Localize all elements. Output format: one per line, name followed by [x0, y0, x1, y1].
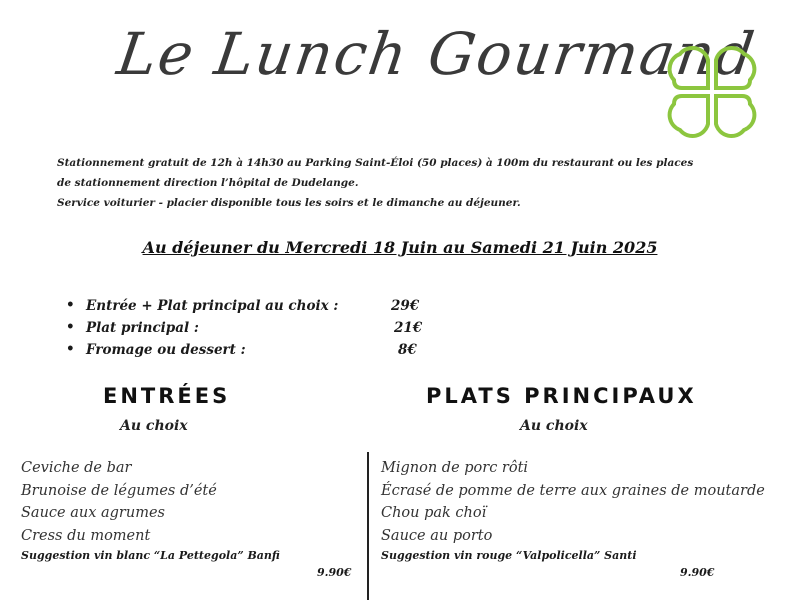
info-line: de stationnement direction l’hôpital de Dudelange. [57, 177, 359, 189]
parking-info [57, 153, 777, 213]
list-item: Chou pak choï [381, 505, 487, 521]
plats-list [381, 457, 765, 547]
entrees-wine-price: 9.90€ [317, 566, 352, 579]
bullet: • [66, 319, 75, 335]
list-item: Sauce au porto [381, 527, 493, 544]
plats-subtitle: Au choix [520, 418, 588, 434]
list-item: Ceviche de bar [21, 460, 132, 476]
entrees-list [21, 457, 217, 547]
info-line: Service voiturier - placier disponible tous les soirs et le dimanche au déjeuner. [57, 197, 521, 209]
price-value: 29€ [391, 298, 420, 314]
plats-wine-suggestion: Suggestion vin rouge “Valpolicella” Santi [381, 549, 637, 562]
bullet: • [66, 297, 75, 313]
price-value: 21€ [394, 320, 423, 336]
list-item: Écrasé de pomme de terre aux graines de moutarde [381, 482, 765, 499]
entrees-wine-suggestion: Suggestion vin blanc “La Pettegola” Banfi [21, 549, 280, 562]
entrees-subtitle: Au choix [120, 418, 188, 434]
list-item: Brunoise de légumes d’été [21, 482, 217, 499]
clover-icon [660, 40, 764, 144]
price-item [66, 298, 446, 320]
price-item [66, 342, 446, 364]
column-divider [367, 452, 369, 600]
menu-dates: Au déjeuner du Mercredi 18 Juin au Samedi 21 Juin 2025 [142, 238, 658, 257]
price-item [66, 320, 446, 342]
price-list [66, 298, 446, 364]
plats-title: PLATS PRINCIPAUX [426, 384, 697, 408]
list-item: Sauce aux agrumes [21, 505, 165, 521]
price-value: 8€ [398, 342, 417, 358]
plats-wine-price: 9.90€ [680, 566, 715, 579]
page-title: Le Lunch Gourmand [113, 20, 760, 88]
price-label: Entrée + Plat principal au choix : [86, 298, 339, 314]
list-item: Mignon de porc rôti [381, 460, 529, 476]
price-label: Fromage ou dessert : [86, 342, 246, 358]
info-line: Stationnement gratuit de 12h à 14h30 au Parking Saint-Éloi (50 places) à 100m du restaurant ou les places [57, 157, 694, 169]
entrees-title: ENTRÉES [103, 384, 231, 408]
bullet: • [66, 341, 75, 357]
list-item: Cress du moment [21, 527, 151, 544]
price-label: Plat principal : [86, 320, 199, 336]
